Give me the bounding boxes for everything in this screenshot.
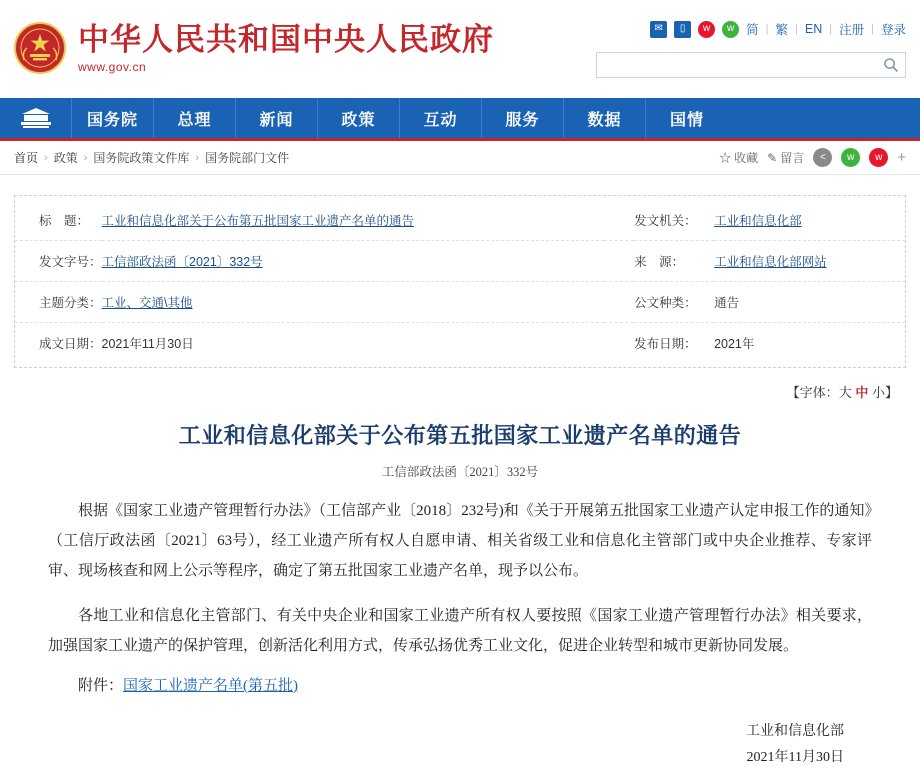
star-icon: ☆ [719,151,732,165]
share-icon[interactable]: < [813,148,832,167]
spacer [604,200,634,241]
spacer [604,323,634,364]
table-row [15,200,905,241]
document-paragraph: 根据《国家工业遗产管理暂行办法》（工信部产业〔2018〕232号)和《关于开展第五批国家工业遗产认定申报工作的通知》（工信厅政法函〔2021〕63号），经工业遗产所有权人自愿申请、相关省级工业和信息化主管部门或中央企业推荐、专家评审、现场核查和网上公示等程序，确定了第五批国家工业遗产名单，现予以公布。 [48,503,872,579]
comment-button[interactable] [767,149,804,166]
weibo-icon[interactable]: w [698,21,715,38]
attachment-link[interactable]: 国家工业遗产名单(第五批) [123,678,299,694]
document-meta-table [15,200,905,363]
nav-item-guowuyuan[interactable]: 国务院 [72,98,154,138]
attachment-row [48,671,872,701]
breadcrumb-item-policy-library[interactable]: 国务院政策文件库 [93,151,190,165]
favorite-button[interactable] [719,149,758,166]
meta-label-source: 来 源： [634,241,714,282]
wechat-icon[interactable]: w [722,21,739,38]
meta-label-doc-number: 发文字号： [15,241,102,282]
search-bar[interactable] [596,52,906,78]
search-icon[interactable] [883,57,899,73]
national-emblem-icon [14,22,66,74]
nav-item-hudong[interactable]: 互动 [400,98,482,138]
font-size-large[interactable]: 大 [838,385,852,400]
meta-value-title-link[interactable]: 工业和信息化部关于公布第五批国家工业遗产名单的通告 [101,214,415,228]
meta-value-issuing-agency[interactable] [714,200,905,241]
lang-traditional-link[interactable]: 繁 [775,23,789,37]
nav-item-xinwen[interactable]: 新闻 [236,98,318,138]
nav-item-guoqing[interactable]: 国情 [669,111,704,129]
lang-english-link[interactable]: EN [804,22,823,36]
meta-value-title[interactable] [102,200,605,241]
nav-home-icon[interactable] [0,98,72,138]
meta-value-source[interactable] [714,241,905,282]
meta-value-subject-category[interactable] [102,282,605,323]
meta-value-doc-number-link[interactable]: 工信部政法函〔2021〕332号 [101,255,263,269]
header-right [596,18,906,78]
meta-value-publish-date: 2021年 [714,337,755,351]
site-header [0,0,920,98]
nav-item-fuwu[interactable]: 服务 [482,98,564,138]
mail-icon[interactable]: ✉ [650,21,667,38]
favorite-label: 收藏 [734,151,759,165]
chevron-right-icon: › [44,151,48,164]
document-meta-card [14,195,906,368]
meta-value-doc-number[interactable] [102,241,605,282]
meta-label-subject-category: 主题分类： [15,282,102,323]
attachment-label: 附件： [78,678,124,694]
meta-label-title: 标 题： [15,200,102,241]
font-size-small[interactable]: 小 [871,385,885,400]
main-nav [0,98,920,138]
mobile-icon[interactable]: ▯ [674,21,691,38]
site-brand[interactable] [0,0,494,74]
nav-item-shuju[interactable]: 数据 [564,98,646,138]
font-size-medium[interactable]: 中 [855,385,869,400]
table-row [15,282,905,323]
login-link[interactable]: 登录 [880,23,906,37]
nav-item-zongli[interactable]: 总理 [154,98,236,138]
separator: | [765,23,769,35]
pencil-icon: ✎ [767,150,778,165]
document-paragraph: 各地工业和信息化主管部门、有关中央企业和国家工业遗产所有权人要按照《国家工业遗产管理暂行办法》相关要求，加强国家工业遗产的保护管理，创新活化利用方式，传承弘扬优秀工业文化，促进企业转型和城市更新协同发展。 [48,608,872,654]
nav-item-zhengce[interactable]: 政策 [318,98,400,138]
topbar-links [596,18,906,40]
document-number: 工信部政法函〔2021〕332号 [381,465,539,479]
signature-org: 工业和信息化部 [746,724,844,739]
meta-value-subject-category-link[interactable]: 工业、交通\其他 [101,296,193,310]
comment-label: 留言 [780,151,805,165]
meta-label-issuing-agency: 发文机关： [634,200,714,241]
site-url: www.gov.cn [78,59,147,74]
table-row [15,241,905,282]
spacer [604,282,634,323]
document-signature [48,719,872,771]
chevron-right-icon: › [195,151,200,164]
font-size-switcher [14,368,906,405]
font-size-suffix: 】 [884,385,898,400]
plus-icon[interactable]: + [897,149,906,166]
page-title: 工业和信息化部关于公布第五批国家工业遗产名单的通告 [178,423,742,448]
separator: | [829,23,833,35]
site-title: 中华人民共和国中央人民政府 [78,21,494,57]
weibo-icon[interactable]: w [869,148,888,167]
meta-label-doc-type: 公文种类： [634,282,714,323]
breadcrumb-item-home[interactable]: 首页 [14,151,39,165]
meta-value-written-date: 2021年11月30日 [101,337,194,351]
lang-simplified-link[interactable]: 简 [746,23,759,37]
separator: | [795,23,798,35]
meta-value-source-link[interactable]: 工业和信息化部网站 [714,255,827,269]
meta-label-written-date: 成文日期： [39,337,102,351]
table-row [15,323,905,364]
separator: | [871,23,874,35]
font-size-prefix: 【字体： [786,385,839,400]
wechat-icon[interactable]: w [841,148,860,167]
breadcrumb-row [0,141,920,175]
spacer [604,241,634,282]
search-input[interactable] [603,57,883,73]
document-article [14,419,906,771]
document-body [14,496,906,771]
meta-value-doc-type: 通告 [714,282,905,323]
breadcrumb-item-policy[interactable]: 政策 [53,151,78,165]
meta-label-publish-date: 发布日期： [634,337,697,351]
breadcrumb-tools [719,148,906,167]
register-link[interactable]: 注册 [839,23,865,37]
signature-date: 2021年11月30日 [746,750,844,765]
chevron-right-icon: › [83,151,88,164]
breadcrumb [14,149,289,166]
breadcrumb-item-department-docs[interactable]: 国务院部门文件 [205,151,290,165]
meta-value-issuing-agency-link[interactable]: 工业和信息化部 [714,214,802,228]
